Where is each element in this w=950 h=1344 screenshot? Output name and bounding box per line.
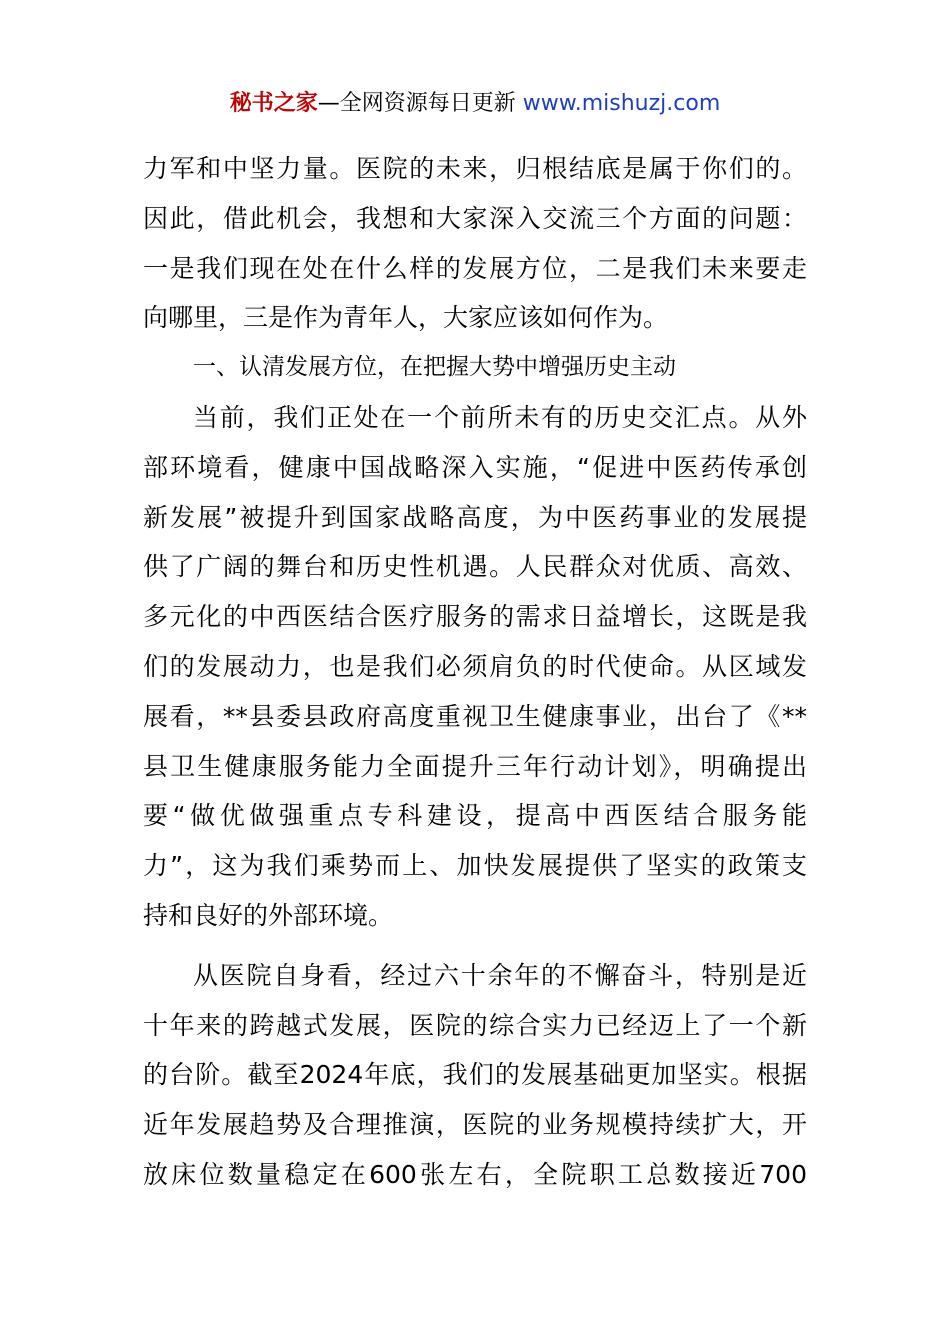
body-line: 近年发展趋势及合理推演，医院的业务规模持续扩大，开 xyxy=(143,1110,807,1140)
body-line: 当前，我们正处在一个前所未有的历史交汇点。从外 xyxy=(193,402,807,432)
document-body xyxy=(143,144,807,1200)
body-line: 从医院自身看，经过六十余年的不懈奋斗，特别是近 xyxy=(193,960,807,990)
body-line: 要“做优做强重点专科建设，提高中西医结合服务能 xyxy=(143,801,807,831)
body-line: 的台阶。截至2024年底，我们的发展基础更加坚实。根据 xyxy=(143,1060,807,1090)
section-heading: 一、认清发展方位，在把握大势中增强历史主动 xyxy=(193,354,676,381)
header-tagline: —全网资源每日更新 xyxy=(317,91,523,116)
body-line: 们的发展动力，也是我们必须肩负的时代使命。从区域发 xyxy=(143,651,807,681)
body-line: 放床位数量稳定在600张左右，全院职工总数接近700 xyxy=(143,1159,807,1189)
paragraph-gap xyxy=(143,941,807,951)
body-line: 力”，这为我们乘势而上、加快发展提供了坚实的政策支 xyxy=(143,851,807,881)
body-line: 一是我们现在处在什么样的发展方位，二是我们未来要走 xyxy=(143,253,807,283)
body-line: 十年来的跨越式发展，医院的综合实力已经迈上了一个新 xyxy=(143,1010,807,1040)
body-line: 部环境看，健康中国战略深入实施，“促进中医药传承创 xyxy=(143,452,807,482)
website-link[interactable]: www.mishuzj.com xyxy=(522,91,721,116)
body-line: 展看，**县委县政府高度重视卫生健康事业，出台了《** xyxy=(143,701,807,731)
body-line: 向哪里，三是作为青年人，大家应该如何作为。 xyxy=(143,303,669,333)
body-line: 力军和中坚力量。医院的未来，归根结底是属于你们的。 xyxy=(143,154,807,183)
body-line: 多元化的中西医结合医疗服务的需求日益增长，这既是我 xyxy=(143,602,807,632)
body-line: 持和良好的外部环境。 xyxy=(143,900,394,930)
body-line: 因此，借此机会，我想和大家深入交流三个方面的问题： xyxy=(143,203,807,233)
brand-name: 秘书之家 xyxy=(229,91,318,116)
body-line: 新发展”被提升到国家战略高度，为中医药事业的发展提 xyxy=(143,502,807,532)
body-line: 供了广阔的舞台和历史性机遇。人民群众对优质、高效、 xyxy=(143,552,807,582)
body-line: 县卫生健康服务能力全面提升三年行动计划》，明确提出 xyxy=(143,751,807,781)
page-header xyxy=(0,88,950,120)
